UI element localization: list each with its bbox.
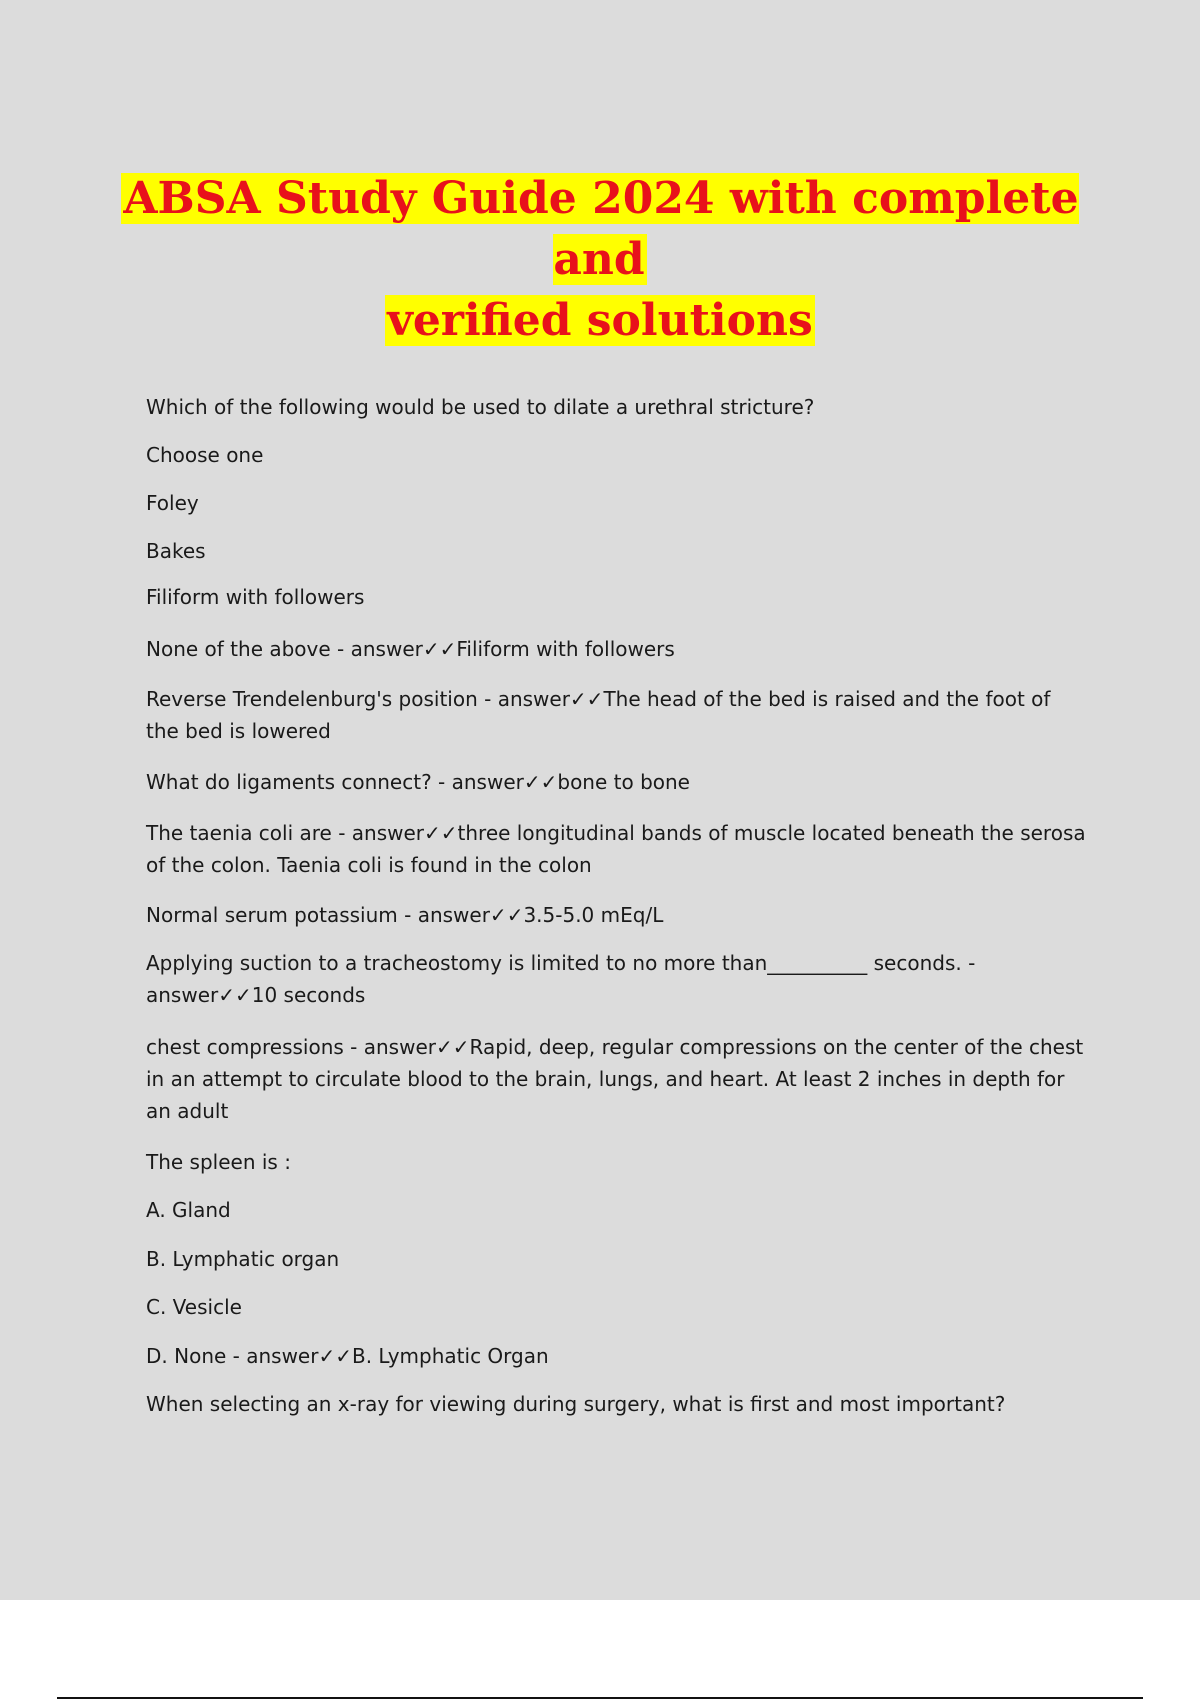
- paragraph-5: Filiform with followers: [146, 585, 365, 609]
- paragraph-14: A. Gland: [146, 1198, 231, 1222]
- paragraph-2: Choose one: [146, 443, 264, 467]
- paragraph-15: B. Lymphatic organ: [146, 1247, 340, 1271]
- paragraph-18: When selecting an x-ray for viewing during surgery, what is first and most important?: [146, 1392, 1006, 1416]
- paragraph-16: C. Vesicle: [146, 1295, 242, 1319]
- paragraph-6: None of the above - answer✓✓Filiform with followers: [146, 637, 675, 661]
- paragraph-9: The taenia coli are - answer✓✓three longitudinal bands of muscle located beneath the serosa of the colon. Taenia coli is found in the colon: [146, 821, 1086, 877]
- paragraph-7: Reverse Trendelenburg's position - answer✓✓The head of the bed is raised and the foot of the bed is lowered: [146, 687, 1051, 743]
- paragraph-11: Applying suction to a tracheostomy is limited to no more than__________ seconds. - answer✓✓10 seconds: [146, 951, 976, 1007]
- paragraph-4: Bakes: [146, 539, 206, 563]
- document-title: [100, 168, 1100, 351]
- paragraph-13: The spleen is :: [146, 1150, 291, 1174]
- title-line-2: verified solutions: [387, 295, 813, 346]
- paragraph-10: Normal serum potassium - answer✓✓3.5-5.0 mEq/L: [146, 903, 664, 927]
- paragraph-17: D. None - answer✓✓B. Lymphatic Organ: [146, 1344, 549, 1368]
- paragraph-1: Which of the following would be used to dilate a urethral stricture?: [146, 395, 815, 419]
- title-line-1: ABSA Study Guide 2024 with complete and: [123, 173, 1079, 285]
- paragraph-3: Foley: [146, 491, 199, 515]
- footer-divider: [57, 1697, 1143, 1699]
- paragraph-12: chest compressions - answer✓✓Rapid, deep, regular compressions on the center of the chest in an attempt to circulate blood to the brain, lungs, and heart. At least 2 inches in depth for an adult: [146, 1035, 1084, 1123]
- paragraph-8: What do ligaments connect? - answer✓✓bone to bone: [146, 770, 690, 794]
